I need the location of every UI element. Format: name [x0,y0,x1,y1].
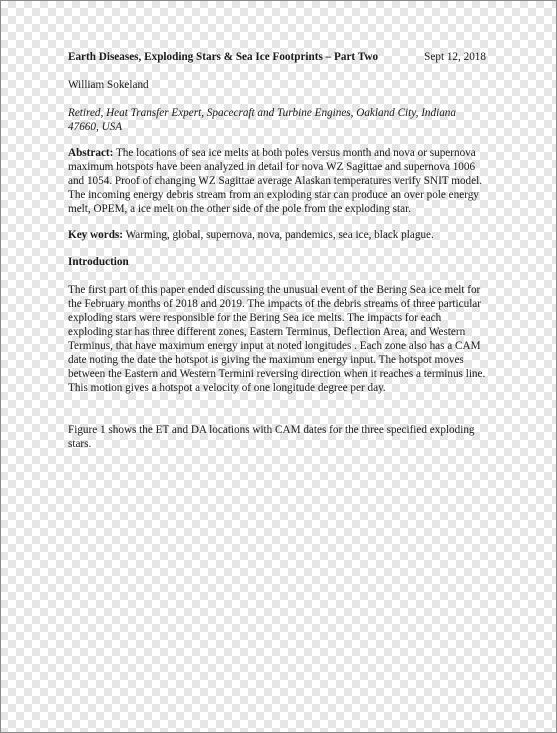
author-affiliation: Retired, Heat Transfer Expert, Spacecraft and Turbine Engines, Oakland City, Indiana 47660, USA [68,107,456,133]
header-row [68,50,488,64]
page-content [68,50,488,451]
keywords-label: Key words: [68,229,123,241]
abstract-label: Abstract: [68,147,114,159]
paper-date: Sept 12, 2018 [424,51,486,63]
introduction-paragraph-2: Figure 1 shows the ET and DA locations with CAM dates for the three specified exploding stars. [68,424,475,450]
keywords-text: Warming, global, supernova, nova, pandemics, sea ice, black plague. [123,229,434,241]
introduction-paragraph-1: The first part of this paper ended discussing the unusual event of the Bering Sea ice melt for the February months of 2018 and 2019. The impacts of the debris streams of three particular exploding stars were responsible for the Bering Sea ice melts. The impacts for each exploding star has three different zones, Eastern Terminus, Deflection Area, and Western Terminus, that have maximum energy input at noted longitudes . Each zone also has a CAM date noting the date the hotspot is giving the maximum energy input. The hotspot moves between the Eastern and Western Termini reversing direction when it reaches a terminus line. This motion gives a hotspot a velocity of one longitude degree per day. [68,284,486,394]
keywords-paragraph [68,228,488,242]
abstract-text: The locations of sea ice melts at both poles versus month and nova or supernova maximum hotspots have been analyzed in detail for nova WZ Sagittae and supernova 1006 and 1054. Proof of changing WZ Sagittae average Alaskan temperatures verify SNIT model. The incoming energy debris stream from an exploding star can produce an over pole energy melt, OPEM, a ice melt on the other side of the pole from the exploding star. [68,147,483,215]
author-name: William Sokeland [68,79,149,91]
paper-title: Earth Diseases, Exploding Stars & Sea Ice Footprints – Part Two [68,51,379,63]
abstract-paragraph [68,146,488,216]
section-heading-introduction: Introduction [68,256,129,268]
